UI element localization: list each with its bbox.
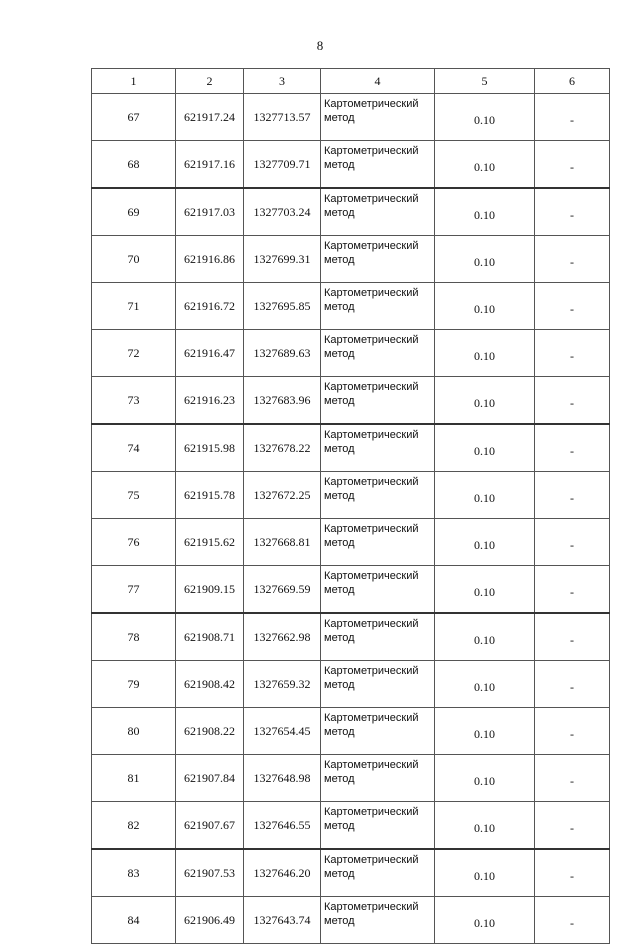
point-number-cell: 76	[92, 519, 176, 566]
note-cell: -	[535, 613, 610, 661]
method-cell	[321, 849, 435, 897]
method-cell	[321, 236, 435, 283]
point-number-cell: 80	[92, 708, 176, 755]
table-row	[92, 472, 610, 519]
method-line-2: метод	[324, 159, 355, 171]
table-row	[92, 519, 610, 566]
method-line-2: метод	[324, 820, 355, 832]
table-row	[92, 849, 610, 897]
accuracy-cell: 0.10	[435, 849, 535, 897]
method-line-2: метод	[324, 254, 355, 266]
method-line-2: метод	[324, 868, 355, 880]
method-line-1: Картометрический	[324, 570, 419, 582]
point-number-cell: 74	[92, 424, 176, 472]
method-cell	[321, 897, 435, 944]
accuracy-cell: 0.10	[435, 472, 535, 519]
note-cell: -	[535, 849, 610, 897]
point-number-cell: 81	[92, 755, 176, 802]
y-coordinate-cell: 1327678.22	[244, 424, 321, 472]
method-line-1: Картометрический	[324, 476, 419, 488]
x-coordinate-cell: 621908.42	[176, 661, 244, 708]
header-cell: 4	[321, 69, 435, 94]
x-coordinate-cell: 621909.15	[176, 566, 244, 614]
page-number: 8	[316, 38, 324, 53]
method-cell	[321, 613, 435, 661]
header-cell: 3	[244, 69, 321, 94]
point-number-cell: 72	[92, 330, 176, 377]
method-line-2: метод	[324, 490, 355, 502]
y-coordinate-cell: 1327683.96	[244, 377, 321, 425]
point-number-cell: 71	[92, 283, 176, 330]
y-coordinate-cell: 1327659.32	[244, 661, 321, 708]
method-line-1: Картометрический	[324, 806, 419, 818]
method-cell	[321, 708, 435, 755]
accuracy-cell: 0.10	[435, 519, 535, 566]
point-number-cell: 82	[92, 802, 176, 850]
table-row	[92, 661, 610, 708]
table-row	[92, 283, 610, 330]
method-line-2: метод	[324, 207, 355, 219]
accuracy-cell: 0.10	[435, 708, 535, 755]
method-line-2: метод	[324, 443, 355, 455]
method-line-1: Картометрический	[324, 334, 419, 346]
method-line-1: Картометрический	[324, 618, 419, 630]
accuracy-cell: 0.10	[435, 802, 535, 850]
y-coordinate-cell: 1327689.63	[244, 330, 321, 377]
accuracy-cell: 0.10	[435, 141, 535, 189]
method-line-1: Картометрический	[324, 854, 419, 866]
table-row	[92, 330, 610, 377]
accuracy-cell: 0.10	[435, 188, 535, 236]
method-line-1: Картометрический	[324, 712, 419, 724]
x-coordinate-cell: 621916.86	[176, 236, 244, 283]
accuracy-cell: 0.10	[435, 897, 535, 944]
table-row	[92, 141, 610, 189]
method-cell	[321, 755, 435, 802]
method-line-1: Картометрический	[324, 98, 419, 110]
method-cell	[321, 188, 435, 236]
method-cell	[321, 661, 435, 708]
method-line-1: Картометрический	[324, 287, 419, 299]
x-coordinate-cell: 621917.24	[176, 94, 244, 141]
note-cell: -	[535, 424, 610, 472]
method-cell	[321, 472, 435, 519]
note-cell: -	[535, 661, 610, 708]
method-line-2: метод	[324, 915, 355, 927]
y-coordinate-cell: 1327648.98	[244, 755, 321, 802]
note-cell: -	[535, 377, 610, 425]
coordinates-table	[91, 68, 610, 944]
method-cell	[321, 377, 435, 425]
method-cell	[321, 566, 435, 614]
method-line-1: Картометрический	[324, 665, 419, 677]
y-coordinate-cell: 1327646.20	[244, 849, 321, 897]
note-cell: -	[535, 897, 610, 944]
point-number-cell: 84	[92, 897, 176, 944]
point-number-cell: 67	[92, 94, 176, 141]
note-cell: -	[535, 141, 610, 189]
table-row	[92, 377, 610, 425]
table-row	[92, 802, 610, 850]
y-coordinate-cell: 1327703.24	[244, 188, 321, 236]
accuracy-cell: 0.10	[435, 377, 535, 425]
accuracy-cell: 0.10	[435, 661, 535, 708]
note-cell: -	[535, 188, 610, 236]
note-cell: -	[535, 566, 610, 614]
point-number-cell: 77	[92, 566, 176, 614]
table-row	[92, 708, 610, 755]
method-cell	[321, 283, 435, 330]
method-line-1: Картометрический	[324, 193, 419, 205]
x-coordinate-cell: 621917.16	[176, 141, 244, 189]
x-coordinate-cell: 621915.62	[176, 519, 244, 566]
table-row	[92, 897, 610, 944]
method-line-1: Картометрический	[324, 901, 419, 913]
accuracy-cell: 0.10	[435, 566, 535, 614]
y-coordinate-cell: 1327699.31	[244, 236, 321, 283]
method-line-2: метод	[324, 773, 355, 785]
method-line-2: метод	[324, 348, 355, 360]
x-coordinate-cell: 621907.84	[176, 755, 244, 802]
method-cell	[321, 519, 435, 566]
x-coordinate-cell: 621908.22	[176, 708, 244, 755]
y-coordinate-cell: 1327643.74	[244, 897, 321, 944]
x-coordinate-cell: 621915.98	[176, 424, 244, 472]
y-coordinate-cell: 1327668.81	[244, 519, 321, 566]
note-cell: -	[535, 94, 610, 141]
accuracy-cell: 0.10	[435, 94, 535, 141]
method-line-1: Картометрический	[324, 381, 419, 393]
method-cell	[321, 802, 435, 850]
note-cell: -	[535, 519, 610, 566]
table-row	[92, 755, 610, 802]
point-number-cell: 73	[92, 377, 176, 425]
method-cell	[321, 424, 435, 472]
method-line-1: Картометрический	[324, 429, 419, 441]
table-row	[92, 566, 610, 614]
method-line-2: метод	[324, 584, 355, 596]
y-coordinate-cell: 1327669.59	[244, 566, 321, 614]
point-number-cell: 79	[92, 661, 176, 708]
table-header-row	[92, 69, 610, 94]
point-number-cell: 68	[92, 141, 176, 189]
method-line-1: Картометрический	[324, 759, 419, 771]
method-cell	[321, 141, 435, 189]
table-row	[92, 613, 610, 661]
x-coordinate-cell: 621908.71	[176, 613, 244, 661]
point-number-cell: 69	[92, 188, 176, 236]
x-coordinate-cell: 621907.67	[176, 802, 244, 850]
table-row	[92, 94, 610, 141]
method-line-2: метод	[324, 679, 355, 691]
table-row	[92, 424, 610, 472]
accuracy-cell: 0.10	[435, 283, 535, 330]
note-cell: -	[535, 802, 610, 850]
header-cell: 5	[435, 69, 535, 94]
x-coordinate-cell: 621907.53	[176, 849, 244, 897]
y-coordinate-cell: 1327662.98	[244, 613, 321, 661]
method-line-2: метод	[324, 301, 355, 313]
point-number-cell: 83	[92, 849, 176, 897]
method-cell	[321, 94, 435, 141]
note-cell: -	[535, 236, 610, 283]
y-coordinate-cell: 1327713.57	[244, 94, 321, 141]
accuracy-cell: 0.10	[435, 330, 535, 377]
y-coordinate-cell: 1327709.71	[244, 141, 321, 189]
accuracy-cell: 0.10	[435, 613, 535, 661]
method-line-1: Картометрический	[324, 240, 419, 252]
note-cell: -	[535, 283, 610, 330]
header-cell: 2	[176, 69, 244, 94]
accuracy-cell: 0.10	[435, 755, 535, 802]
method-line-1: Картометрический	[324, 523, 419, 535]
table-row	[92, 236, 610, 283]
method-line-2: метод	[324, 726, 355, 738]
x-coordinate-cell: 621916.23	[176, 377, 244, 425]
point-number-cell: 70	[92, 236, 176, 283]
method-line-2: метод	[324, 632, 355, 644]
note-cell: -	[535, 472, 610, 519]
x-coordinate-cell: 621906.49	[176, 897, 244, 944]
y-coordinate-cell: 1327695.85	[244, 283, 321, 330]
x-coordinate-cell: 621915.78	[176, 472, 244, 519]
x-coordinate-cell: 621917.03	[176, 188, 244, 236]
accuracy-cell: 0.10	[435, 424, 535, 472]
x-coordinate-cell: 621916.72	[176, 283, 244, 330]
table-row	[92, 188, 610, 236]
note-cell: -	[535, 708, 610, 755]
point-number-cell: 75	[92, 472, 176, 519]
y-coordinate-cell: 1327646.55	[244, 802, 321, 850]
x-coordinate-cell: 621916.47	[176, 330, 244, 377]
y-coordinate-cell: 1327654.45	[244, 708, 321, 755]
accuracy-cell: 0.10	[435, 236, 535, 283]
method-line-2: метод	[324, 537, 355, 549]
method-line-2: метод	[324, 112, 355, 124]
header-cell: 1	[92, 69, 176, 94]
y-coordinate-cell: 1327672.25	[244, 472, 321, 519]
note-cell: -	[535, 755, 610, 802]
method-cell	[321, 330, 435, 377]
point-number-cell: 78	[92, 613, 176, 661]
header-cell: 6	[535, 69, 610, 94]
note-cell: -	[535, 330, 610, 377]
method-line-2: метод	[324, 395, 355, 407]
method-line-1: Картометрический	[324, 145, 419, 157]
